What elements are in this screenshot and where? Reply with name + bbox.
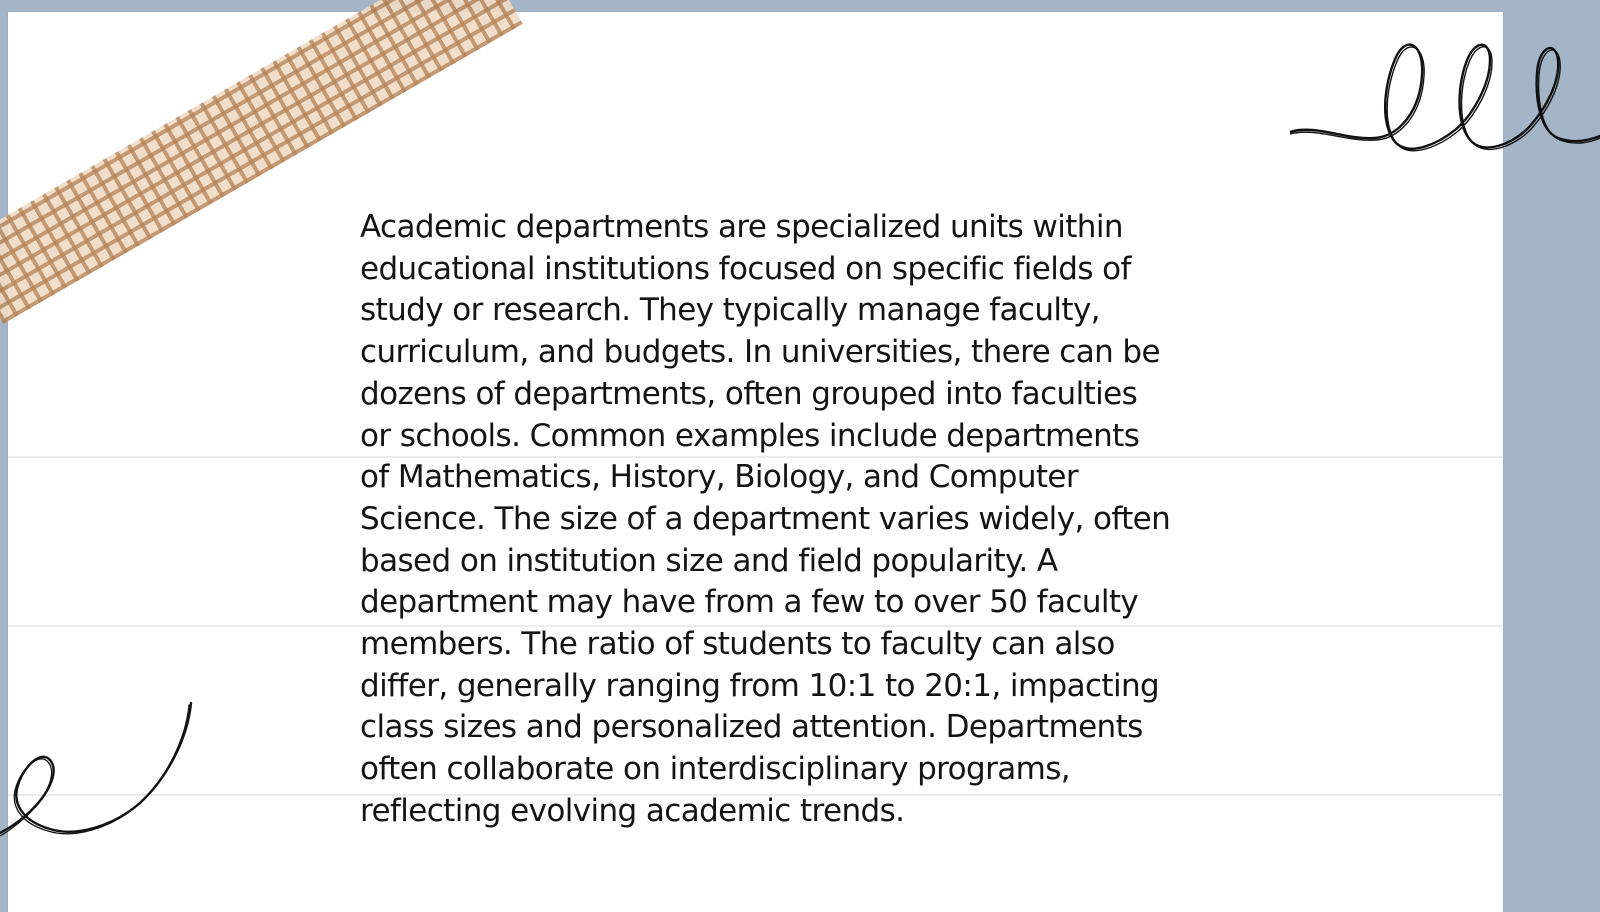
paragraph-line: dozens of departments, often grouped into faculties bbox=[360, 375, 1138, 412]
paragraph-line: differ, generally ranging from 10:1 to 20:1, impacting bbox=[360, 667, 1160, 704]
paragraph-line: members. The ratio of students to faculty can also bbox=[360, 626, 1115, 663]
paragraph-line: Science. The size of a department varies widely, often bbox=[360, 500, 1171, 537]
paragraph-line: study or research. They typically manage faculty, bbox=[360, 292, 1100, 329]
paragraph-line: often collaborate on interdisciplinary programs, bbox=[360, 751, 1071, 788]
paragraph-line: Academic departments are specialized units within bbox=[360, 209, 1123, 245]
paragraph-line: of Mathematics, History, Biology, and Computer bbox=[360, 459, 1079, 496]
paragraph-line: curriculum, and budgets. In universities, there can be bbox=[360, 334, 1160, 371]
loop-squiggle-icon bbox=[1290, 30, 1600, 165]
paragraph-line: or schools. Common examples include departments bbox=[360, 417, 1140, 454]
paragraph-line: educational institutions focused on specific fields of bbox=[360, 250, 1131, 287]
paragraph-line: reflecting evolving academic trends. bbox=[360, 792, 905, 829]
paragraph-line: department may have from a few to over 50 faculty bbox=[360, 584, 1139, 621]
paragraph bbox=[360, 207, 1240, 833]
paragraph-line: class sizes and personalized attention. Departments bbox=[360, 709, 1143, 746]
paragraph-line: based on institution size and field popularity. A bbox=[360, 542, 1058, 579]
loop-squiggle-icon bbox=[0, 695, 200, 845]
